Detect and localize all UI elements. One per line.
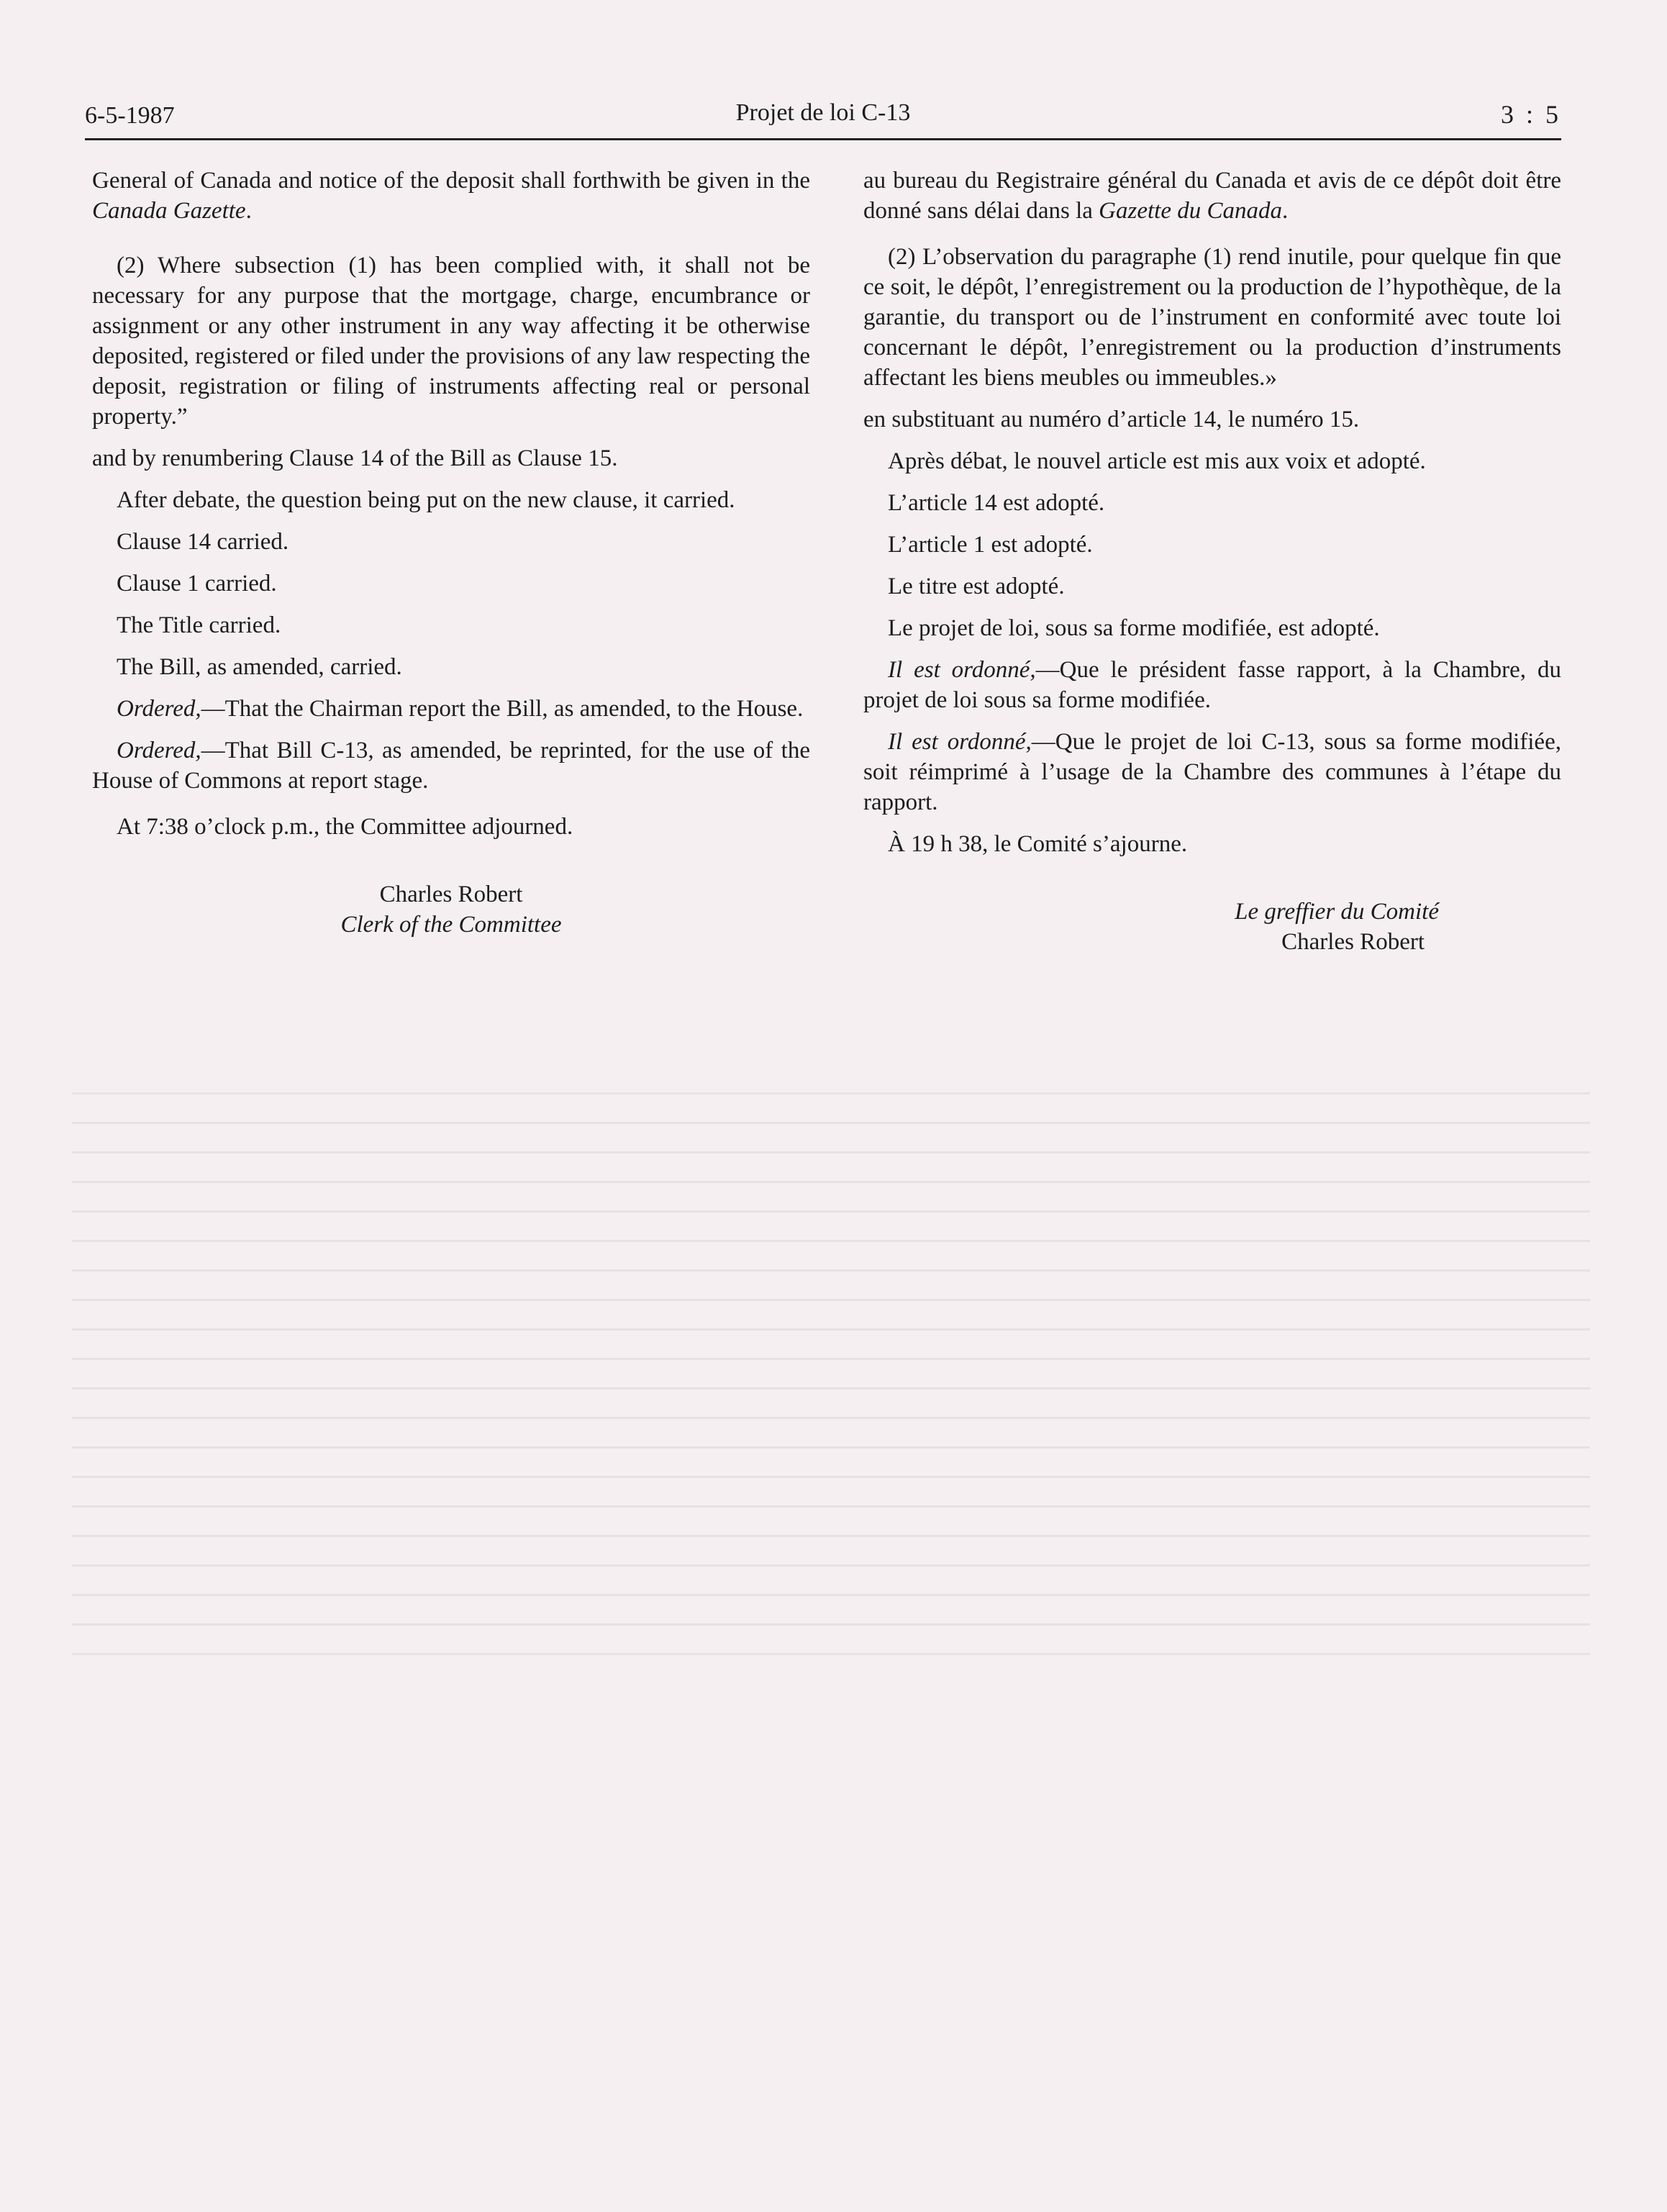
paragraph-debate: Après débat, le nouvel article est mis aux voix et adopté. [888,448,1426,474]
signature-name: Charles Robert [1281,929,1425,955]
header-title: Projet de loi C-13 [735,99,911,126]
order-report: Il est ordonné,—Que le président fasse rapport, à la Chambre, du projet de loi sous sa forme modifiée. [863,657,1561,713]
header-page-number: 3 : 5 [1500,100,1561,129]
paragraph-subsection-2: (2) L’observation du paragraphe (1) rend inutile, pour quelque fin que ce soit, le dépôt, l’enregistrement ou la production de l’hypothèque, de la garantie, du transport ou de l’instrument en conformité avec toute loi concernant le dépôt, l’enregistrement ou la production d’instruments affectant les biens meubles ou immeubles.» [863,244,1561,391]
adjournment: À 19 h 38, le Comité s’ajourne. [888,831,1188,857]
bill-carried: Le projet de loi, sous sa forme modifiée, est adopté. [888,615,1380,641]
paragraph-renumbering: and by renumbering Clause 14 of the Bill as Clause 15. [92,445,618,471]
header-date: 6-5-1987 [85,102,175,129]
title-carried: The Title carried. [117,612,281,638]
show-through-background [72,1065,1590,2144]
signature-name: Charles Robert [379,881,523,907]
paragraph-renumbering: en substituant au numéro d’article 14, le numéro 15. [863,407,1360,432]
clause-1-carried: L’article 1 est adopté. [888,532,1093,558]
adjournment: At 7:38 o’clock p.m., the Committee adjourned. [117,814,573,840]
english-column [92,166,810,940]
page-header [85,95,1561,140]
clause-14-carried: L’article 14 est adopté. [888,490,1105,516]
paragraph-debate: After debate, the question being put on the new clause, it carried. [117,487,735,513]
french-column [863,166,1561,957]
order-report: Ordered,—That the Chairman report the Bill, as amended, to the House. [117,696,804,722]
order-reprint: Ordered,—That Bill C-13, as amended, be reprinted, for the use of the House of Commons at report stage. [92,738,810,794]
paragraph-continuation: au bureau du Registraire général du Canada et avis de ce dépôt doit être donné sans délai dans la Gazette du Canada. [863,168,1561,224]
signature-block [863,897,1561,957]
clause-14-carried: Clause 14 carried. [117,529,289,555]
bill-carried: The Bill, as amended, carried. [117,654,402,680]
signature-title: Le greffier du Comité [1235,899,1439,925]
clause-1-carried: Clause 1 carried. [117,571,277,597]
order-reprint: Il est ordonné,—Que le projet de loi C-13, sous sa forme modifiée, soit réimprimé à l’usage de la Chambre des communes à l’étape du rapport. [863,729,1561,815]
paragraph-continuation: General of Canada and notice of the deposit shall forthwith be given in the Canada Gazette. [92,168,810,224]
signature-title: Clerk of the Committee [340,912,562,938]
signature-block [92,879,810,940]
paragraph-subsection-2: (2) Where subsection (1) has been complied with, it shall not be necessary for any purpose that the mortgage, charge, encumbrance or assignment or any other instrument in any way affecting it be otherwise deposited, registered or filed under the provisions of any law respecting the deposit, registration or filing of instruments affecting real or personal property.” [92,253,810,430]
title-carried: Le titre est adopté. [888,574,1065,599]
